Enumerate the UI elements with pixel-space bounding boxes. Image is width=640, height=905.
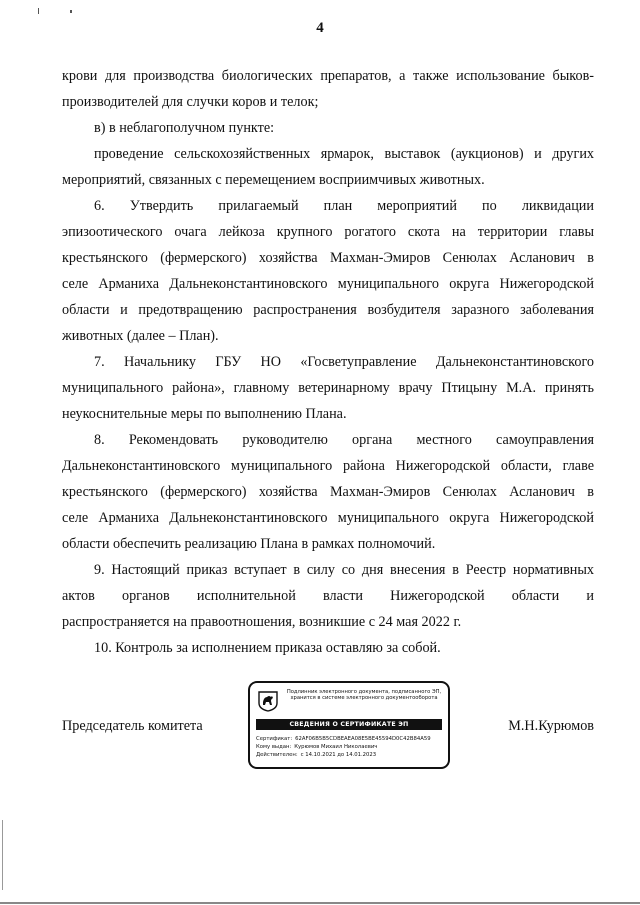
body-line: 8. Рекомендовать руководителю органа местного самоуправления: [94, 432, 594, 448]
stamp-certificate-value: 62AF06B5B5CDBEAEA08E5BE45594D0C42B84A59: [295, 736, 431, 742]
body-line: мероприятий, связанных с перемещением восприимчивых животных.: [62, 172, 485, 188]
stamp-header: [284, 689, 444, 702]
body-line: области и предотвращению распространения возбудителя заразного заболевания: [62, 302, 594, 318]
stamp-issued-value: Курюмов Михаил Николаевич: [294, 744, 378, 750]
stamp-valid-value: с 14.10.2021 до 14.01.2023: [300, 752, 377, 758]
stamp-valid-label: Действителен:: [256, 752, 298, 758]
body-line: эпизоотического очага лейкоза крупного рогатого скота на территории главы: [62, 224, 594, 240]
signatory-name: М.Н.Курюмов: [508, 718, 594, 734]
body-line: Дальнеконстантиновского муниципального района Нижегородской области, главе: [62, 458, 594, 474]
stamp-banner: СВЕДЕНИЯ О СЕРТИФИКАТЕ ЭП: [256, 719, 442, 730]
body-line: актов органов исполнительной власти Нижегородской области и: [62, 588, 594, 604]
body-line: 6. Утвердить прилагаемый план мероприятий по ликвидации: [94, 198, 594, 214]
body-line: в) в неблагополучном пункте:: [94, 120, 275, 136]
stamp-details: [256, 735, 444, 759]
stamp-issued-label: Кому выдан:: [256, 744, 292, 750]
electronic-signature-stamp: [248, 681, 450, 769]
page-number: 4: [316, 20, 324, 36]
coat-of-arms-icon: [257, 690, 279, 712]
body-line: крестьянского (фермерского) хозяйства Махман-Эмиров Сенюлах Асланович в: [62, 250, 594, 266]
body-line: неукоснительные меры по выполнению Плана.: [62, 406, 347, 422]
scan-edge: [0, 902, 640, 904]
body-line: проведение сельскохозяйственных ярмарок, выставок (аукционов) и других: [94, 146, 594, 162]
body-line: селе Арманиха Дальнеконстантиновского муниципального округа Нижегородской: [62, 510, 594, 526]
scan-mark: [70, 10, 72, 13]
body-line: распространяется на правоотношения, возникшие с 24 мая 2022 г.: [62, 614, 462, 630]
body-line: муниципального района», главному ветеринарному врачу Птицыну М.А. принять: [62, 380, 594, 396]
body-line: селе Арманиха Дальнеконстантиновского муниципального округа Нижегородской: [62, 276, 594, 292]
body-line: области обеспечить реализацию Плана в рамках полномочий.: [62, 536, 436, 552]
signatory-position: Председатель комитета: [62, 718, 203, 734]
stamp-issued-line: [256, 743, 444, 751]
stamp-certificate-line: [256, 735, 444, 743]
body-line: 9. Настоящий приказ вступает в силу со дня внесения в Реестр нормативных: [94, 562, 594, 578]
body-line: 10. Контроль за исполнением приказа оставляю за собой.: [94, 640, 441, 656]
stamp-header-line: Подлинник электронного документа, подписанного ЭП,: [286, 689, 442, 695]
body-line: 7. Начальнику ГБУ НО «Госветуправление Дальнеконстантиновского: [94, 354, 594, 370]
body-line: производителей для случки коров и телок;: [62, 94, 319, 110]
scan-mark: [38, 8, 39, 14]
body-line: крови для производства биологических препаратов, а также использование быков-: [62, 68, 594, 84]
body-line: животных (далее – План).: [62, 328, 219, 344]
stamp-valid-line: [256, 751, 444, 759]
scan-edge: [2, 820, 3, 890]
stamp-certificate-label: Сертификат:: [256, 736, 293, 742]
stamp-header-line: хранится в системе электронного документооборота: [290, 695, 438, 702]
body-line: крестьянского (фермерского) хозяйства Махман-Эмиров Сенюлах Асланович в: [62, 484, 594, 500]
